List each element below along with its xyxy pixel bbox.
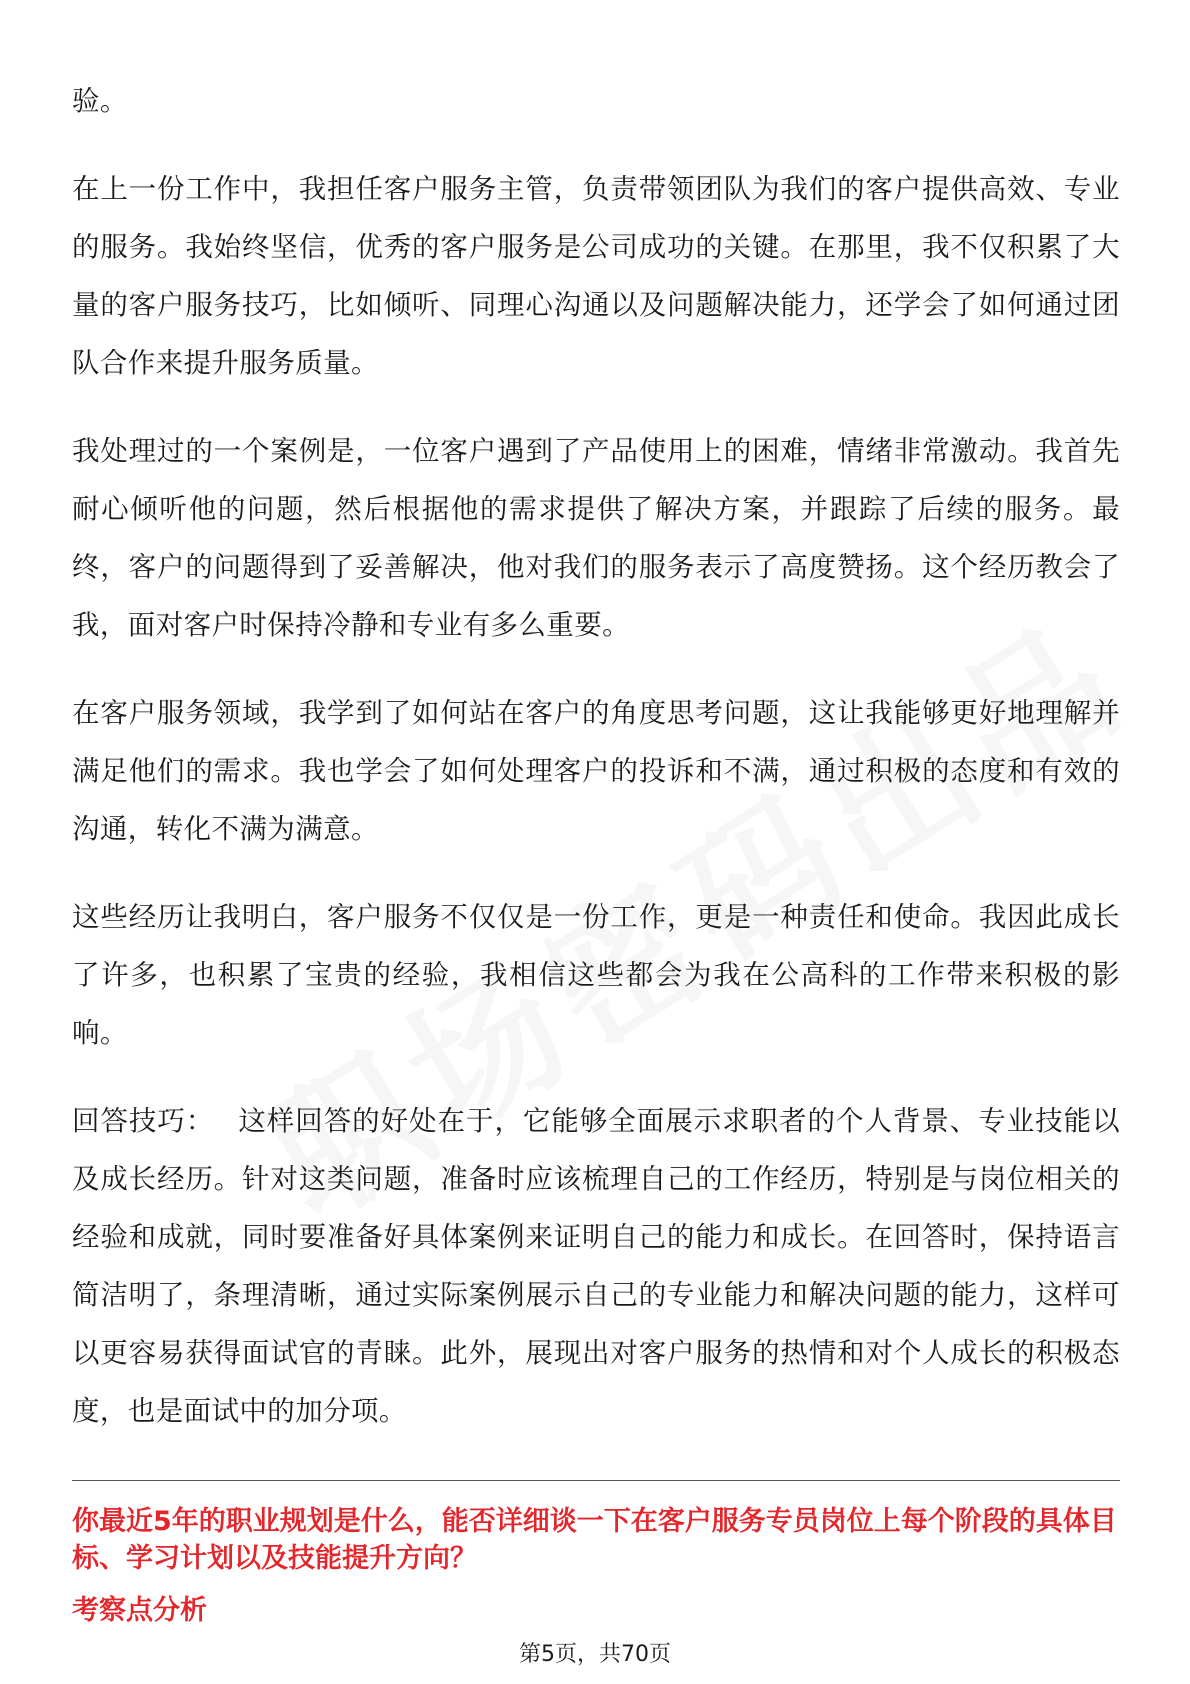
page-footer: [0, 1640, 1190, 1670]
paragraph-previous-job: 在上一份工作中，我担任客户服务主管，负责带领团队为我们的客户提供高效、专业的服务。我始终坚信，优秀的客户服务是公司成功的关键。在那里，我不仅积累了大量的客户服务技巧，比如倾听、同理心沟通以及问题解决能力，还学会了如何通过团队合作来提升服务质量。: [72, 173, 1120, 379]
section-heading: 考察点分析: [72, 1595, 207, 1626]
page-indicator: 第5页，共70页: [519, 1642, 671, 1667]
paragraph-continuation: 验。: [72, 85, 128, 117]
answer-body: [72, 72, 1120, 1470]
paragraph-case-example: 我处理过的一个案例是，一位客户遇到了产品使用上的困难，情绪非常激动。我首先耐心倾听他的问题，然后根据他的需求提供了解决方案，并跟踪了后续的服务。最终，客户的问题得到了妥善解决，他对我们的服务表示了高度赞扬。这个经历教会了我，面对客户时保持冷静和专业有多么重要。: [72, 435, 1120, 641]
paragraph-customer-perspective: 在客户服务领域，我学到了如何站在客户的角度思考问题，这让我能够更好地理解并满足他们的需求。我也学会了如何处理客户的投诉和不满，通过积极的态度和有效的沟通，转化不满为满意。: [72, 697, 1120, 845]
answer-tips: [72, 1092, 1120, 1440]
answer-tips-text: 这样回答的好处在于，它能够全面展示求职者的个人背景、专业技能以及成长经历。针对这类问题，准备时应该梳理自己的工作经历，特别是与岗位相关的经验和成就，同时要准备好具体案例来证明自己的能力和成长。在回答时，保持语言简洁明了，条理清晰，通过实际案例展示自己的专业能力和解决问题的能力，这样可以更容易获得面试官的青睐。此外，展现出对客户服务的热情和对个人成长的积极态度，也是面试中的加分项。: [72, 1105, 1121, 1427]
question-title: 你最近5年的职业规划是什么，能否详细谈一下在客户服务专员岗位上每个阶段的具体目标、学习计划以及技能提升方向？: [72, 1506, 1117, 1574]
answer-tips-label: 回答技巧：: [72, 1105, 215, 1137]
section-divider: [72, 1480, 1120, 1481]
paragraph-conclusion: 这些经历让我明白，客户服务不仅仅是一份工作，更是一种责任和使命。我因此成长了许多，也积累了宝贵的经验，我相信这些都会为我在公高科的工作带来积极的影响。: [72, 901, 1120, 1049]
